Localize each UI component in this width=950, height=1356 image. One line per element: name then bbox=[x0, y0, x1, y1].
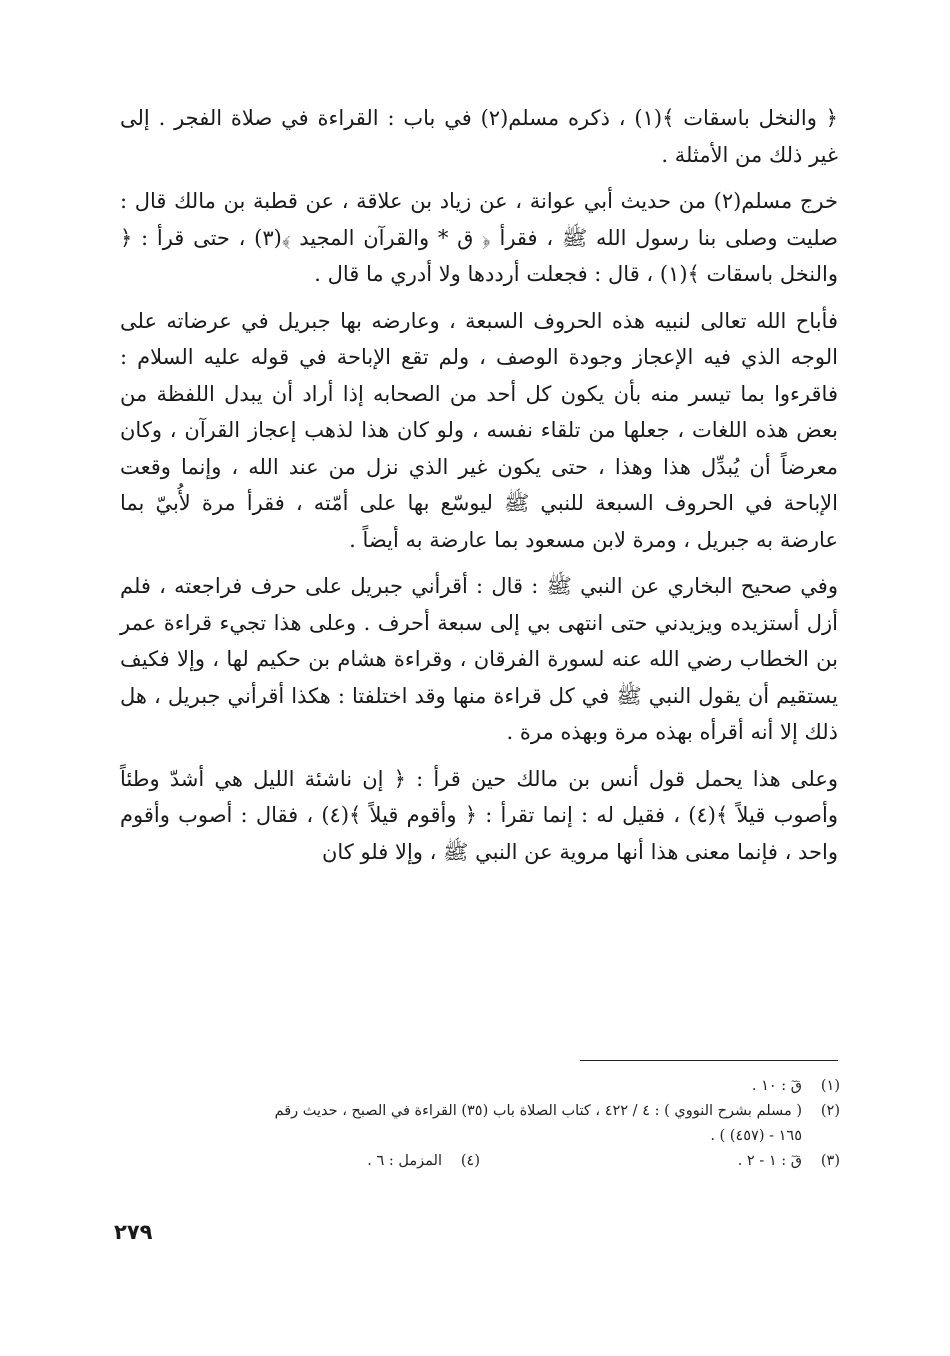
footnotes bbox=[110, 1074, 840, 1174]
footnote-2-continuation: ١٦٥ - (٤٥٧) ) . bbox=[710, 1128, 802, 1144]
paragraph-4: وفي صحيح البخاري عن النبي ﷺ : قال : أقرأني جبريل على حرف فراجعته ، فلم أزل أستزيده ويزيدني حتى انتهى بي إلى سبعة أحرف . وعلى هذا تجيء قراءة عمر بن الخطاب رضي الله عنه لسورة الفرقان ، وقراءة هشام بن حكيم لها ، وإلا فكيف يستقيم أن يقول النبي ﷺ في كل قراءة منها وقد اختلفتا : هكذا أقرأني جبريل ، هل ذلك إلا أنه أقرأه بهذه مرة وبهذه مرة . bbox=[120, 574, 838, 744]
paragraph-1: ﴿ والنخل باسقات ﴾(١) ، ذكره مسلم(٢) في باب : القراءة في صلاة الفجر . إلى غير ذلك من الأمثلة . bbox=[120, 106, 838, 167]
footnote-2 bbox=[110, 1099, 840, 1124]
paragraph-3: فأباح الله تعالى لنبيه هذه الحروف السبعة ، وعارضه بها جبريل في عرضاته على الوجه الذي فيه الإعجاز وجودة الوصف ، ولم تقع الإباحة في قوله عليه السلام : فاقرءوا بما تيسر منه بأن يكون كل أحد من الصحابه إذا أراد أن يبدل اللفظة من بعض هذه اللغات ، جعلها من تلقاء نفسه ، ولو كان هذا لذهب إعجاز القرآن ، وكان معرضاً أن يُبدِّل هذا وهذا ، حتى يكون غير الذي نزل من عند الله ، وإنما وقعت الإباحة في الحروف السبعة للنبي ﷺ ليوسّع بها على أمّته ، فقرأ مرة لأُبيّ بما عارضة به جبريل ، ومرة لابن مسعود بما عارضة به أيضاً . bbox=[120, 308, 838, 552]
paragraph-5: وعلى هذا يحمل قول أنس بن مالك حين قرأ : ﴿ إن ناشئة الليل هي أشدّ وطئاً وأصوب قيلاً ﴾(٤) ، فقيل له : إنما تقرأ : ﴿ وأقوم قيلاً ﴾(٤) ، فقال : أصوب وأقوم واحد ، فإنما معنى هذا أنها مروية عن النبي ﷺ ، وإلا فلو كان bbox=[120, 766, 838, 864]
footnote-1-text: قٓ : ١٠ . bbox=[751, 1078, 802, 1094]
footnote-3 bbox=[480, 1149, 840, 1174]
footnote-3-4-row bbox=[110, 1149, 840, 1174]
footnote-3-text: قٓ : ١ - ٢ . bbox=[737, 1153, 802, 1169]
footnote-3-number: (٣) bbox=[820, 1153, 840, 1169]
footnote-1 bbox=[110, 1074, 840, 1099]
footnote-4-text: المزمل : ٦ . bbox=[367, 1153, 442, 1169]
footnote-2-text: ( مسلم بشرح النووي ) : ٤ / ٤٢٢ ، كتاب الصلاة باب (٣٥) القراءة في الصبح ، حديث رقم bbox=[274, 1103, 802, 1119]
paragraph-2: خرج مسلم(٢) من حديث أبي عوانة ، عن زياد بن علاقة ، عن قطبة بن مالك قال : صليت وصلى بنا رسول الله ﷺ ، فقرأ ﴿ ق * والقرآن المجيد ﴾(٣) ، حتى قرأ : ﴿ والنخل باسقات ﴾(١) ، قال : فجعلت أرددها ولا أدري ما قال . bbox=[120, 189, 839, 286]
page-number: ٢٧٩ bbox=[114, 1220, 153, 1244]
footnote-1-number: (١) bbox=[820, 1078, 840, 1094]
footnote-4-number: (٤) bbox=[460, 1153, 480, 1169]
footnote-divider bbox=[580, 1060, 838, 1061]
footnote-4 bbox=[120, 1149, 480, 1174]
footnote-2-number: (٢) bbox=[820, 1103, 840, 1119]
page-body bbox=[120, 100, 838, 880]
